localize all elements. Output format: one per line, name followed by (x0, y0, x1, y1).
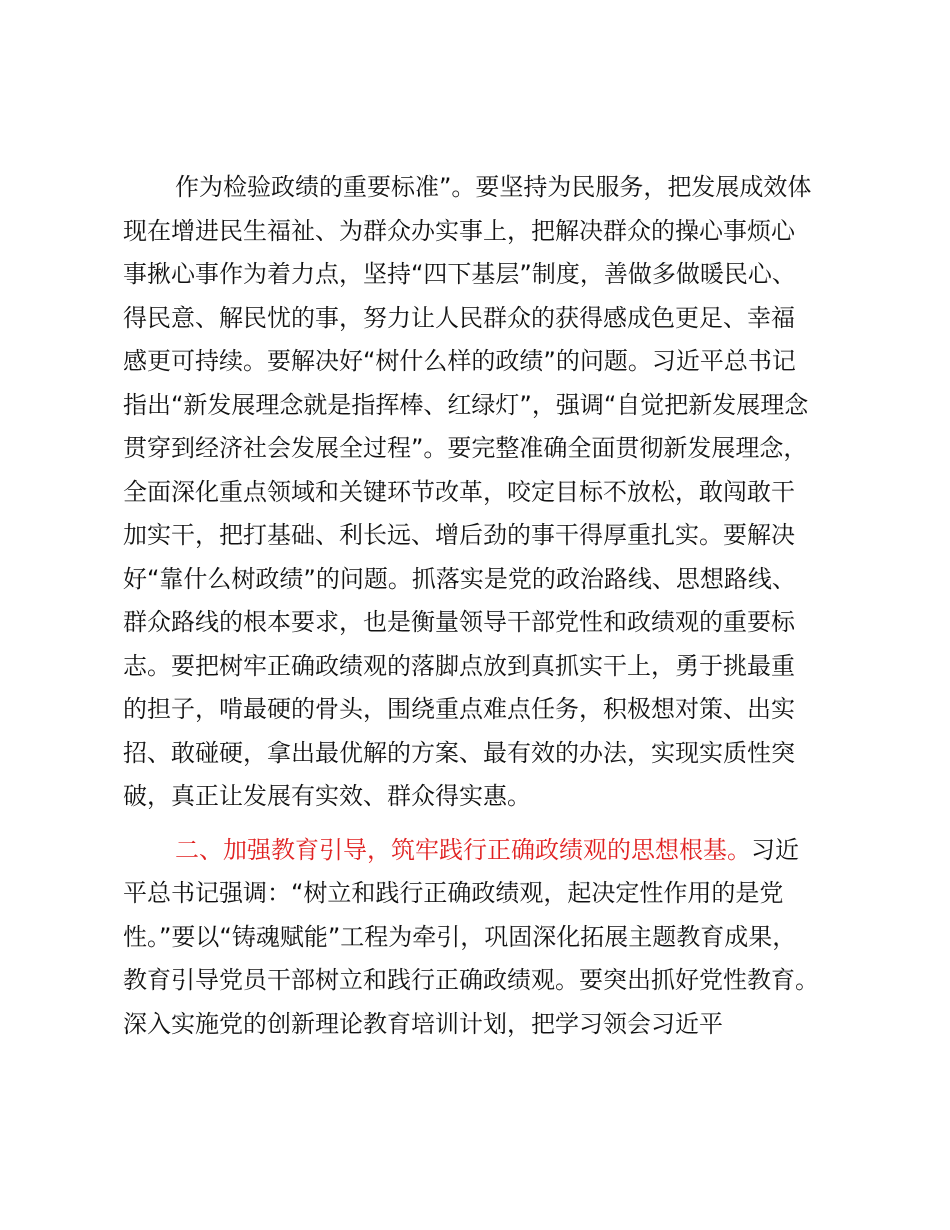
text-line: 的担子，啃最硬的骨头，围绕重点难点任务，积极想对策、出实 (123, 695, 795, 723)
text-line: 加实干，把打基础、利长远、增后劲的事干得厚重扎实。要解决 (123, 521, 795, 549)
text-line: 性。”要以“铸魂赋能”工程为牵引，巩固深化拓展主题教育成果， (123, 922, 797, 951)
text-line: 志。要把树牢正确政绩观的落脚点放到真抓实干上，勇于挑最重 (123, 651, 795, 680)
text-line: 作为检验政绩的重要标准”。要坚持为民服务，把发展成效体 (175, 173, 812, 201)
text-line: 贯穿到经济社会发展全过程”。要完整准确全面贯彻新发展理念， (123, 434, 808, 462)
text-line: 群众路线的根本要求，也是衡量领导干部党性和政绩观的重要标 (123, 608, 795, 636)
text-line: 破，真正让发展有实效、群众得实惠。 (123, 782, 531, 810)
text-line: 招、敢碰硬，拿出最优解的方案、最有效的办法，实现实质性突 (123, 738, 795, 767)
text-line: 事揪心事作为着力点，坚持“四下基层”制度，善做多做暖民心、 (123, 260, 796, 288)
text-line: 现在增进民生福祉、为群众办实事上，把解决群众的操心事烦心 (123, 216, 795, 245)
text-line: 教育引导党员干部树立和践行正确政绩观。要突出抓好党性教育。 (123, 966, 819, 994)
text-line: 平总书记强调：“树立和践行正确政绩观，起决定性作用的是党 (123, 879, 784, 907)
text-line: 得民意、解民忧的事，努力让人民群众的获得感成色更足、幸福 (123, 303, 795, 332)
text-line: 感更可持续。要解决好“树什么样的政绩”的问题。习近平总书记 (123, 347, 796, 375)
text-line: 指出“新发展理念就是指挥棒、红绿灯”，强调“自觉把新发展理念 (123, 390, 809, 419)
paragraph-gap (123, 819, 853, 829)
section-heading-line (123, 829, 853, 873)
body-text (123, 166, 853, 1046)
heading-line-rest: 习近 (751, 835, 799, 864)
text-line: 深入实施党的创新理论教育培训计划，把学习领会习近平 (123, 1009, 723, 1038)
text-line: 全面深化重点领域和关键环节改革，咬定目标不放松，敢闯敢干 (123, 477, 795, 506)
text-line: 好“靠什么树政绩”的问题。抓落实是党的政治路线、思想路线、 (123, 564, 796, 593)
section-heading: 二、加强教育引导，筑牢践行正确政绩观的思想根基。 (175, 835, 751, 864)
